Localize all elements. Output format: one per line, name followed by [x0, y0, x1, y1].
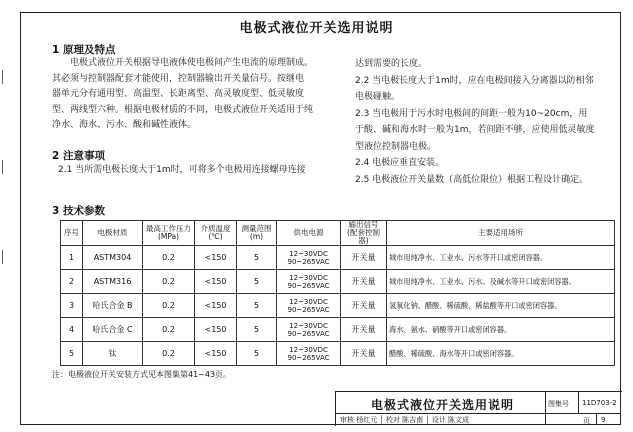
table-row	[61, 246, 615, 270]
table-header-row	[61, 221, 615, 246]
section-body	[52, 56, 342, 134]
cell: 钛	[83, 342, 143, 366]
page-number: 9	[601, 416, 606, 424]
page-label: 页	[583, 417, 590, 425]
cell: 醋酸、稀硫酸、海水等开口或密闭容器。	[387, 342, 615, 366]
divider	[596, 413, 597, 425]
title-block-title: 电极式液位开关选用说明	[370, 398, 514, 412]
cell: 5	[237, 270, 277, 294]
table-row	[61, 270, 615, 294]
header-cell: 供电电源	[277, 221, 341, 246]
cell: 海水、氨水、硝酸等开口或密闭容器。	[387, 318, 615, 342]
cell: 2	[61, 270, 83, 294]
text-line: 电极式液位开关根据导电液体使电极间产生电流的原理制成。	[70, 58, 314, 68]
cell: 1	[61, 246, 83, 270]
spec-table	[60, 220, 615, 366]
section-body	[58, 163, 348, 179]
header-cell: 最高工作压力 (MPa)	[143, 221, 195, 246]
atlas-label: 图集号	[548, 400, 569, 408]
text-line: 2.5 电极液位开关量数（高低位限位）根据工程设计确定。	[355, 174, 589, 185]
header-cell: 介质温度 (℃)	[195, 221, 237, 246]
section-heading: 3 技术参数	[52, 205, 105, 217]
cell: <150	[195, 294, 237, 318]
page-title: 电极式液位开关选用说明	[239, 21, 394, 36]
text-line: 2.1 当所需电极长度大于1m时，可将多个电极用连接螺母连接	[58, 165, 306, 175]
cell: 5	[237, 318, 277, 342]
header-cell: 测量范围 (m)	[237, 221, 277, 246]
cell: 12~30VDC 90~265VAC	[277, 246, 341, 270]
cell: 开关量	[341, 342, 387, 366]
cell: 12~30VDC 90~265VAC	[277, 270, 341, 294]
text-line: 器单元分有通用型、高温型、长距离型、高灵敏度型、低灵敏度	[52, 89, 305, 99]
header-cell: 序号	[61, 221, 83, 246]
header-cell: 主要适用场所	[387, 221, 615, 246]
cell: 3	[61, 294, 83, 318]
cell: 0.2	[143, 342, 195, 366]
cell: 哈氏合金 B	[83, 294, 143, 318]
section-heading: 2 注意事项	[52, 150, 105, 162]
cell: 0.2	[143, 246, 195, 270]
cell: 开关量	[341, 246, 387, 270]
cell: 0.2	[143, 294, 195, 318]
section-heading: 1 原理及特点	[52, 44, 116, 56]
divider	[335, 413, 621, 414]
table-row	[61, 342, 615, 366]
signature-row: 审核 杨红元 │ 校对 陈吉南 │ 设计 陈文成	[340, 416, 470, 424]
cell: 4	[61, 318, 83, 342]
cell: 城市用纯净水、工业水、污水等开口或密闭容器。	[387, 246, 615, 270]
cell: 开关量	[341, 318, 387, 342]
text-line: 2.4 电极应垂直安装。	[355, 158, 445, 168]
cell: 5	[237, 246, 277, 270]
cell: 12~30VDC 90~265VAC	[277, 294, 341, 318]
header-cell: 输出信号 (配套控制器)	[341, 221, 387, 246]
cell: <150	[195, 342, 237, 366]
cell: 0.2	[143, 318, 195, 342]
cell: 哈氏合金 C	[83, 318, 143, 342]
text-line: 于酸、碱和海水时一般为1m，若间距不够，应使用低灵敏度	[355, 125, 595, 135]
cell: 5	[237, 342, 277, 366]
cell: <150	[195, 318, 237, 342]
cell: <150	[195, 246, 237, 270]
text-line: 2.3 当电极用于污水时电极间的间距一般为10~20cm，用	[355, 108, 588, 119]
right-column-text	[355, 56, 617, 188]
cell: 开关量	[341, 270, 387, 294]
text-line: 达到需要的长度。	[355, 59, 428, 69]
text-line: 2.2 当电极长度大于1m时，应在电极间接入分离器以防相邻	[355, 75, 594, 86]
text-line: 型液位控制器电极。	[355, 141, 437, 152]
cell: 开关量	[341, 294, 387, 318]
text-line: 净水、海水、污水、酸和碱性液体。	[52, 120, 197, 130]
cell: ASTM304	[83, 246, 143, 270]
cell: 5	[61, 342, 83, 366]
cell: <150	[195, 270, 237, 294]
cell: 氢氧化钠、醋酸、稀硫酸、稀盐酸等开口或密闭容器。	[387, 294, 615, 318]
footnote: 注：电极液位开关安装方式见本图集第41~43页。	[52, 370, 232, 379]
divider	[545, 391, 546, 425]
text-line: 其必须与控制器配套才能使用，控制器输出开关量信号。按继电	[52, 73, 305, 84]
cell: 5	[237, 294, 277, 318]
cell: 12~30VDC 90~265VAC	[277, 318, 341, 342]
binding-mark	[2, 250, 13, 264]
table-row	[61, 318, 615, 342]
atlas-number: 11D703-2	[582, 399, 617, 407]
text-line: 型、两线型六种。根据电极材质的不同，电极式液位开关适用于纯	[52, 104, 314, 115]
divider	[578, 391, 579, 413]
cell: 城市用纯净水、工业水、污水、及碱水等开口或密闭容器。	[387, 270, 615, 294]
text-line: 电极碰触。	[355, 92, 401, 102]
cell: 0.2	[143, 270, 195, 294]
binding-mark	[2, 70, 13, 84]
cell: ASTM316	[83, 270, 143, 294]
header-cell: 电极材质	[83, 221, 143, 246]
binding-mark	[2, 160, 13, 174]
table-row	[61, 294, 615, 318]
cell: 12~30VDC 90~265VAC	[277, 342, 341, 366]
